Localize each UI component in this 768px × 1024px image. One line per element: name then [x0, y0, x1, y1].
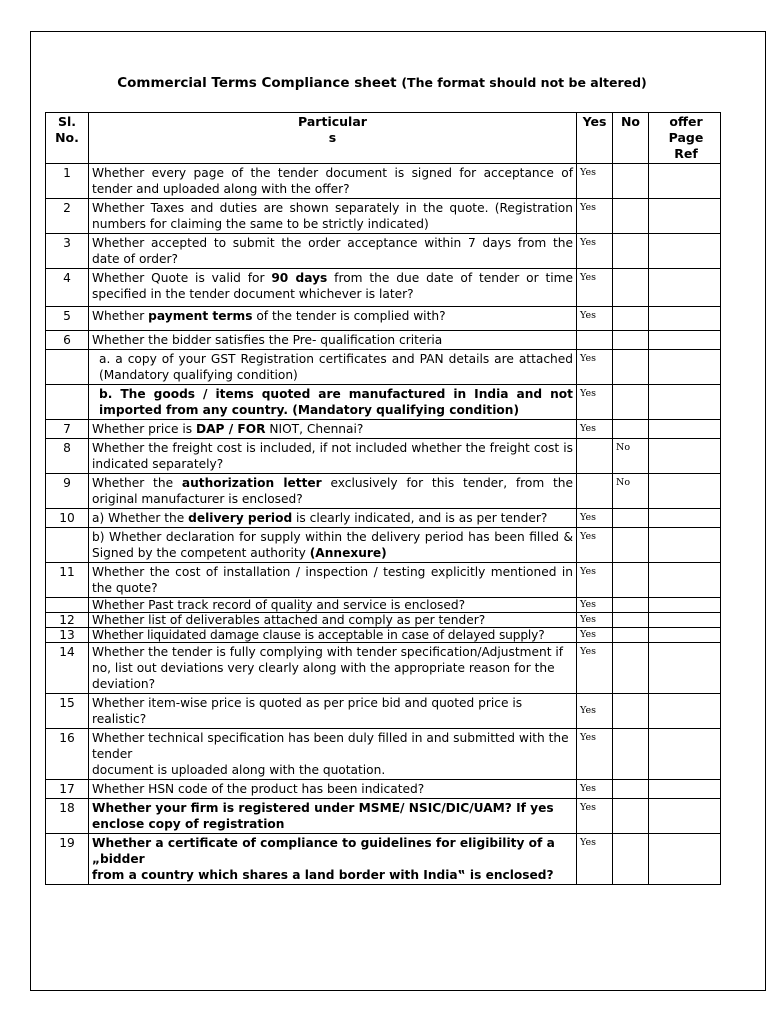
row-yes: Yes	[577, 643, 613, 694]
text-pre: a) Whether the	[92, 511, 189, 525]
row-particular: Whether your firm is registered under MSME/ NSIC/DIC/UAM? If yes enclose copy of registration	[89, 799, 577, 834]
row-sl: 10	[46, 509, 89, 528]
row-no	[613, 307, 649, 331]
row-no	[613, 628, 649, 643]
text-bold: delivery period	[188, 511, 293, 525]
row-offer-ref	[649, 563, 721, 598]
row-offer-ref	[649, 613, 721, 628]
table-row	[46, 474, 721, 509]
row-particular: Whether the freight cost is included, if not included whether the freight cost is indicated separately?	[89, 439, 577, 474]
row-sl: 18	[46, 799, 89, 834]
row-sl: 6	[46, 331, 89, 350]
title-main: Commercial Terms Compliance sheet	[117, 75, 397, 91]
row-no	[613, 613, 649, 628]
header-offer-page-ref: offer Page Ref	[649, 113, 721, 164]
row-no	[613, 420, 649, 439]
row-offer-ref	[649, 234, 721, 269]
row-particular	[89, 729, 577, 780]
row-sl: 16	[46, 729, 89, 780]
row-sl: 4	[46, 269, 89, 307]
row-yes: Yes	[577, 780, 613, 799]
row-sl	[46, 350, 89, 385]
row-yes: Yes	[577, 269, 613, 307]
row-particular	[89, 420, 577, 439]
text-pre: Whether the	[92, 476, 182, 490]
page-title	[46, 75, 718, 91]
row-no	[613, 269, 649, 307]
row-sl: 3	[46, 234, 89, 269]
row-sl: 12	[46, 613, 89, 628]
row-particular	[89, 509, 577, 528]
row-yes	[577, 331, 613, 350]
row-no	[613, 528, 649, 563]
row-no	[613, 729, 649, 780]
row-particular: Whether the cost of installation / inspection / testing explicitly mentioned in the quote?	[89, 563, 577, 598]
table-row	[46, 613, 721, 628]
row-particular: Whether accepted to submit the order acceptance within 7 days from the date of order?	[89, 234, 577, 269]
table-row	[46, 350, 721, 385]
row-offer-ref	[649, 307, 721, 331]
header-no: No	[613, 113, 649, 164]
row-sl: 8	[46, 439, 89, 474]
row-sl: 14	[46, 643, 89, 694]
text-post: from the due date of tender or time specified in the tender document whichever is later?	[92, 271, 573, 301]
text-post: exclusively for this tender, from the original manufacturer is enclosed?	[92, 476, 573, 506]
row-yes: Yes	[577, 613, 613, 628]
table-row	[46, 234, 721, 269]
row-yes	[577, 439, 613, 474]
table-row	[46, 643, 721, 694]
row-yes: Yes	[577, 234, 613, 269]
table-row	[46, 269, 721, 307]
text-line2: document is uploaded along with the quotation.	[92, 763, 386, 777]
row-particular: Whether the bidder satisfies the Pre- qualification criteria	[89, 331, 577, 350]
table-row	[46, 528, 721, 563]
row-sl: 13	[46, 628, 89, 643]
row-sl: 5	[46, 307, 89, 331]
row-offer-ref	[649, 694, 721, 729]
row-yes: Yes	[577, 729, 613, 780]
row-no	[613, 234, 649, 269]
row-no	[613, 799, 649, 834]
text-pre: Whether Quote is valid for	[92, 271, 272, 285]
text-pre: Whether price is	[92, 422, 196, 436]
row-sl: 19	[46, 834, 89, 885]
text-line2: from a country which shares a land border with India‟ is enclosed?	[92, 868, 554, 882]
row-no	[613, 780, 649, 799]
text-post: is clearly indicated, and is as per tender?	[292, 511, 548, 525]
table-row	[46, 834, 721, 885]
row-particular: Whether Taxes and duties are shown separately in the quote. (Registration numbers for claiming the same to be strictly indicated)	[89, 199, 577, 234]
row-particular: Whether the tender is fully complying with tender specification/Adjustment if no, list out deviations very clearly along with the appropriate reason for the deviation?	[89, 643, 577, 694]
table-row	[46, 563, 721, 598]
row-no	[613, 563, 649, 598]
row-offer-ref	[649, 643, 721, 694]
row-yes: Yes	[577, 563, 613, 598]
row-no	[613, 385, 649, 420]
table-row	[46, 420, 721, 439]
table-row	[46, 331, 721, 350]
row-particular	[89, 834, 577, 885]
row-yes: Yes	[577, 307, 613, 331]
row-sl: 1	[46, 164, 89, 199]
row-particular	[89, 474, 577, 509]
row-particular	[89, 307, 577, 331]
header-particulars-line1: Particular	[298, 114, 367, 129]
row-offer-ref	[649, 628, 721, 643]
title-sub: (The format should not be altered)	[401, 75, 647, 90]
table-header-row	[46, 113, 721, 164]
row-offer-ref	[649, 474, 721, 509]
row-yes: Yes	[577, 350, 613, 385]
table-row	[46, 385, 721, 420]
row-yes: Yes	[577, 694, 613, 729]
text-pre: Whether	[92, 309, 149, 323]
row-sl	[46, 385, 89, 420]
text-line1: Whether a certificate of compliance to guidelines for eligibility of a „bidder	[92, 836, 555, 866]
row-offer-ref	[649, 164, 721, 199]
row-yes: Yes	[577, 385, 613, 420]
row-no	[613, 164, 649, 199]
row-sl: 11	[46, 563, 89, 598]
row-particular	[89, 528, 577, 563]
row-particular: a. a copy of your GST Registration certificates and PAN details are attached (Mandatory qualifying condition)	[89, 350, 577, 385]
row-yes: Yes	[577, 628, 613, 643]
text-post: of the tender is complied with?	[252, 309, 446, 323]
row-no	[613, 350, 649, 385]
row-offer-ref	[649, 729, 721, 780]
row-no	[613, 598, 649, 613]
row-sl: 15	[46, 694, 89, 729]
row-particular	[89, 269, 577, 307]
row-yes: Yes	[577, 598, 613, 613]
header-particulars	[89, 113, 577, 164]
text-post: NIOT, Chennai?	[265, 422, 364, 436]
row-sl	[46, 598, 89, 613]
table-row	[46, 799, 721, 834]
row-offer-ref	[649, 509, 721, 528]
row-offer-ref	[649, 780, 721, 799]
text-bold: payment terms	[148, 309, 253, 323]
header-particulars-line2: s	[328, 130, 337, 145]
row-particular: Whether liquidated damage clause is acceptable in case of delayed supply?	[89, 628, 577, 643]
row-yes: Yes	[577, 199, 613, 234]
row-sl: 17	[46, 780, 89, 799]
table-row	[46, 439, 721, 474]
table-row	[46, 199, 721, 234]
compliance-table	[45, 112, 721, 885]
row-yes	[577, 474, 613, 509]
row-offer-ref	[649, 385, 721, 420]
row-no: No	[613, 474, 649, 509]
row-no	[613, 509, 649, 528]
row-no	[613, 694, 649, 729]
table-row	[46, 780, 721, 799]
row-yes: Yes	[577, 799, 613, 834]
text-line1: Whether technical specification has been duly filled in and submitted with the tender	[92, 731, 569, 761]
text-pre: b) Whether declaration for supply within the delivery period has been filled & Signed by the competent authority	[92, 530, 573, 560]
row-particular: Whether list of deliverables attached and comply as per tender?	[89, 613, 577, 628]
row-sl: 7	[46, 420, 89, 439]
row-yes: Yes	[577, 164, 613, 199]
row-no: No	[613, 439, 649, 474]
text-bold: DAP / FOR	[195, 422, 266, 436]
row-no	[613, 643, 649, 694]
header-sl-no: Sl. No.	[46, 113, 89, 164]
row-offer-ref	[649, 528, 721, 563]
row-offer-ref	[649, 199, 721, 234]
table-row	[46, 729, 721, 780]
table-row	[46, 598, 721, 613]
row-no	[613, 331, 649, 350]
table-row	[46, 694, 721, 729]
table-row	[46, 628, 721, 643]
table-row	[46, 307, 721, 331]
header-yes: Yes	[577, 113, 613, 164]
text-bold: (Annexure)	[309, 546, 387, 560]
row-particular: Whether Past track record of quality and service is enclosed?	[89, 598, 577, 613]
row-offer-ref	[649, 834, 721, 885]
row-offer-ref	[649, 420, 721, 439]
row-offer-ref	[649, 331, 721, 350]
row-yes: Yes	[577, 834, 613, 885]
table-row	[46, 509, 721, 528]
row-particular: Whether every page of the tender document is signed for acceptance of tender and uploaded along with the offer?	[89, 164, 577, 199]
table-row	[46, 164, 721, 199]
row-no	[613, 834, 649, 885]
row-particular: b. The goods / items quoted are manufactured in India and not imported from any country. (Mandatory qualifying condition)	[89, 385, 577, 420]
row-sl	[46, 528, 89, 563]
row-sl: 2	[46, 199, 89, 234]
row-offer-ref	[649, 598, 721, 613]
text-bold: authorization letter	[181, 476, 322, 490]
row-yes: Yes	[577, 528, 613, 563]
row-sl: 9	[46, 474, 89, 509]
text-bold: 90 days	[271, 271, 328, 285]
row-offer-ref	[649, 439, 721, 474]
row-offer-ref	[649, 350, 721, 385]
row-particular: Whether HSN code of the product has been indicated?	[89, 780, 577, 799]
row-particular: Whether item-wise price is quoted as per price bid and quoted price is realistic?	[89, 694, 577, 729]
row-yes: Yes	[577, 420, 613, 439]
row-offer-ref	[649, 269, 721, 307]
row-offer-ref	[649, 799, 721, 834]
row-no	[613, 199, 649, 234]
row-yes: Yes	[577, 509, 613, 528]
